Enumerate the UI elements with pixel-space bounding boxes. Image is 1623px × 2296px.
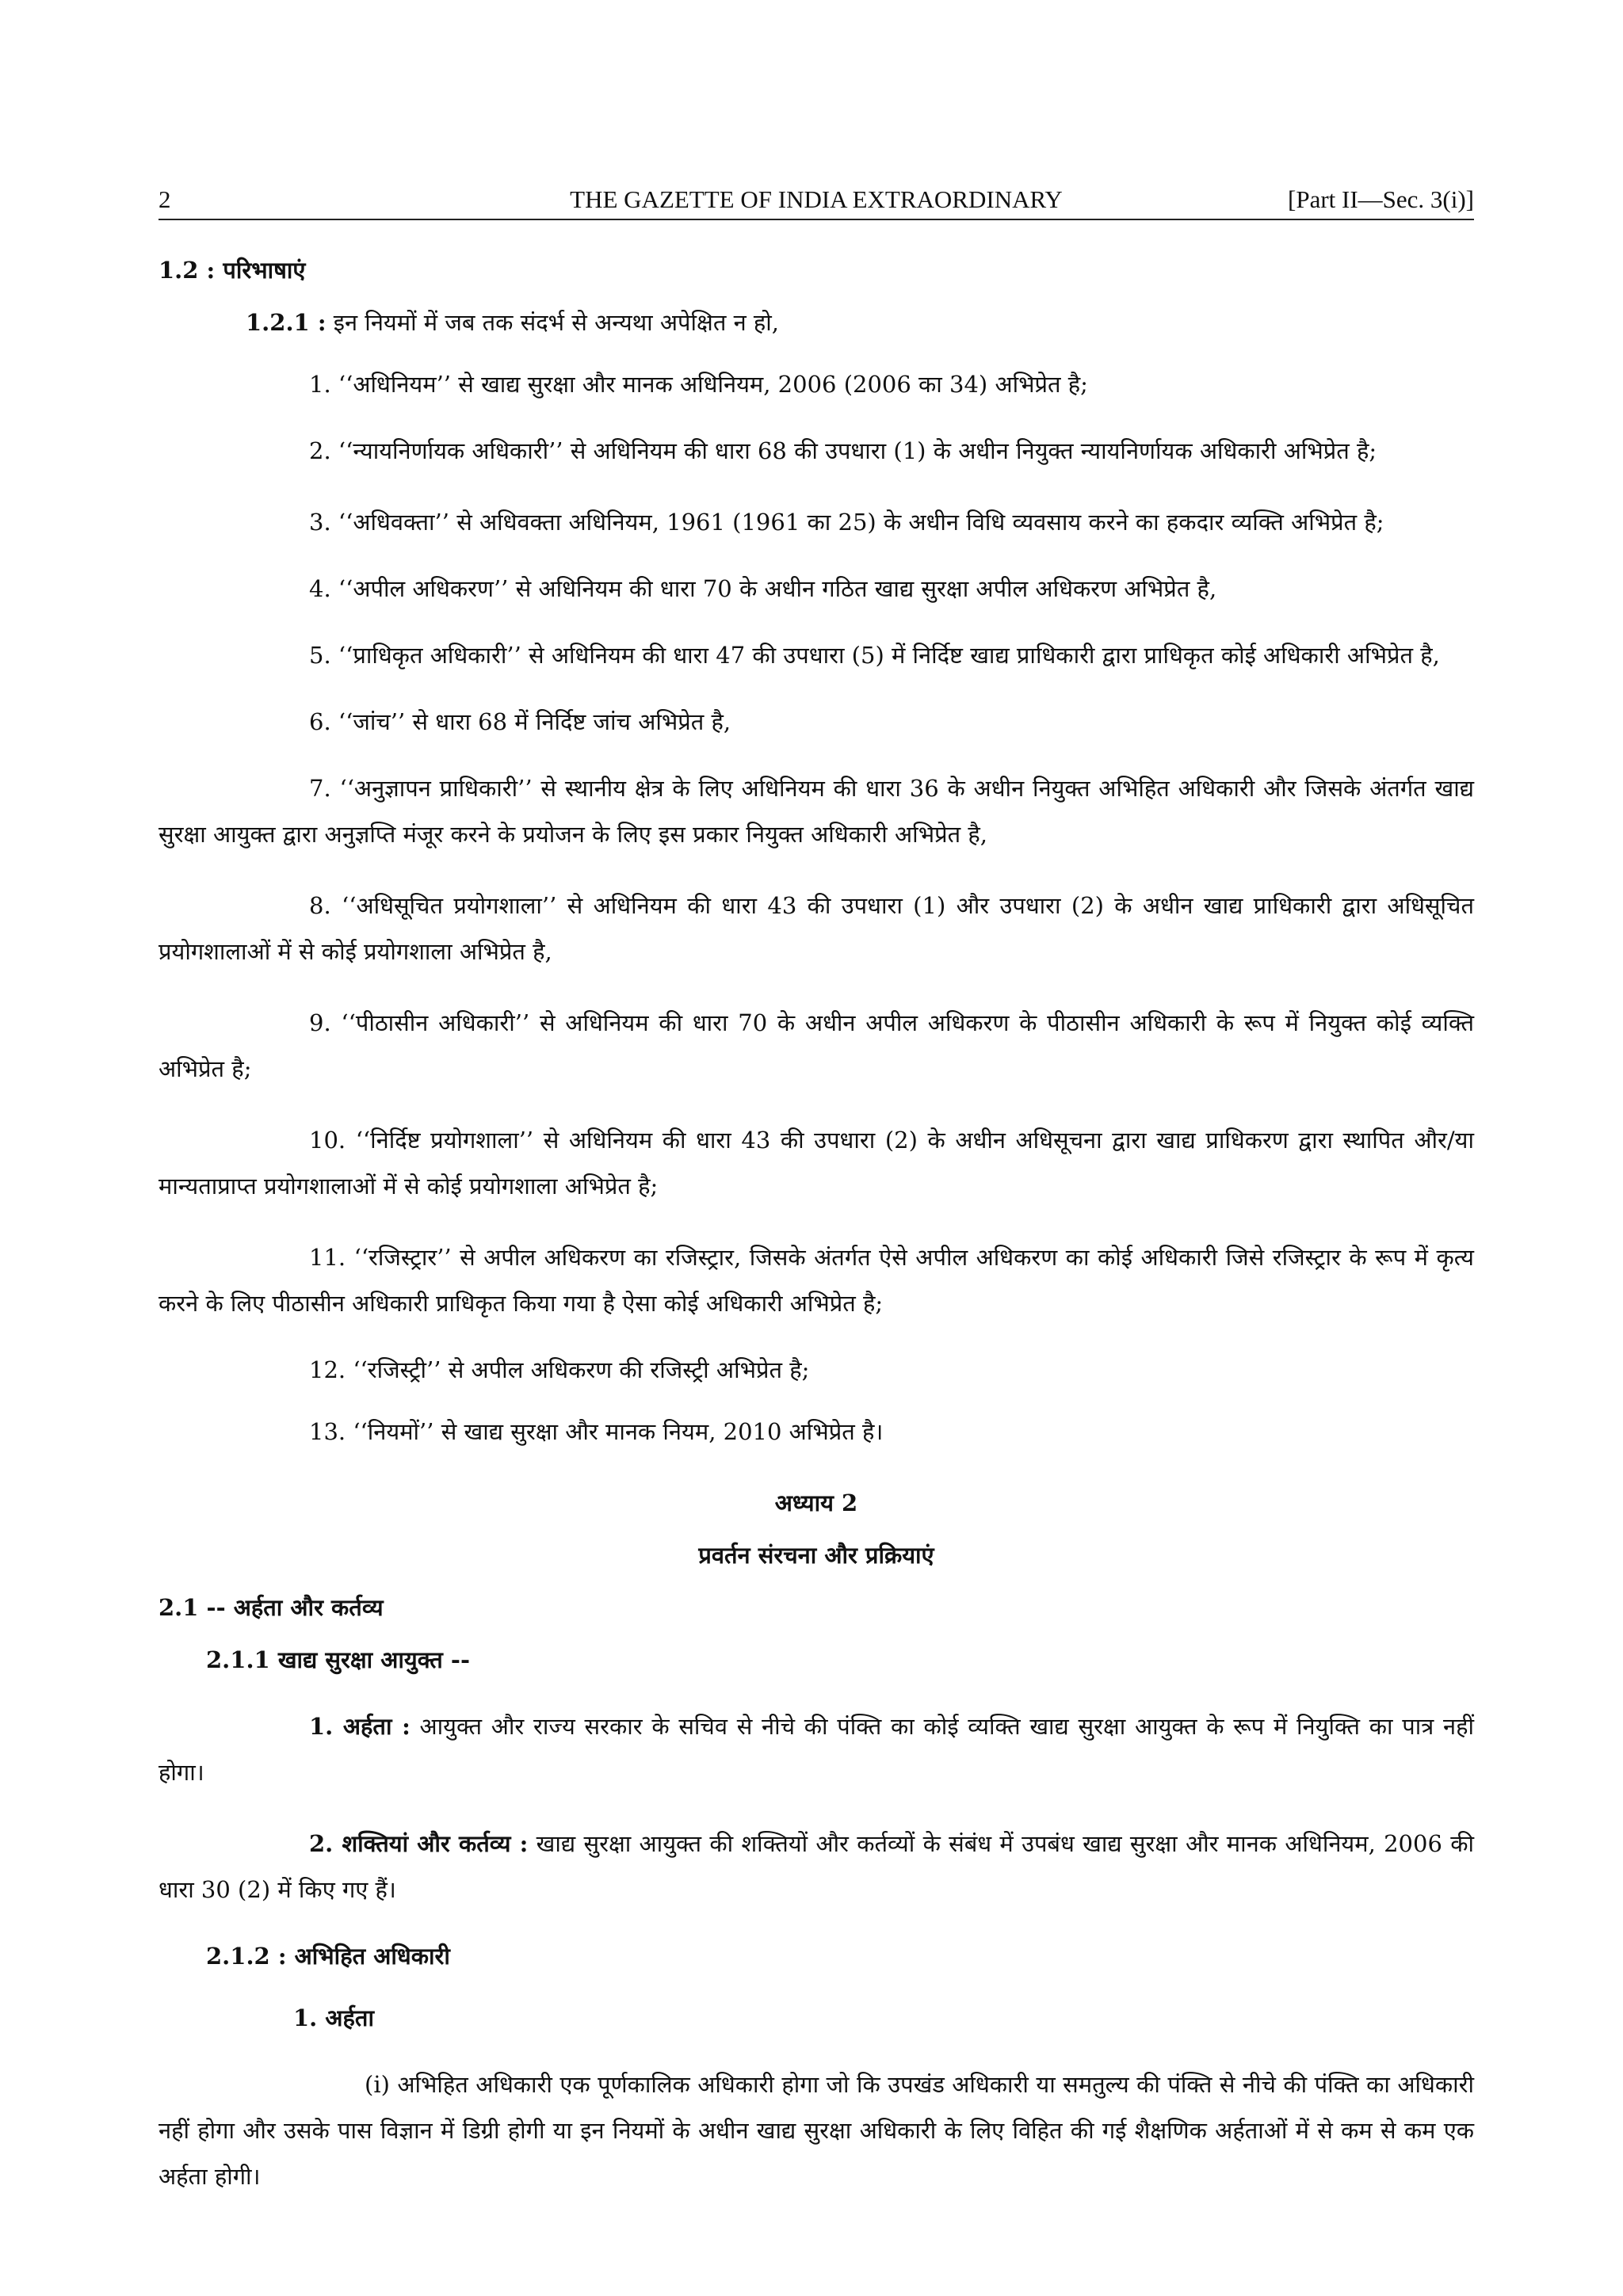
clause-text: खाद्य सुरक्षा आयुक्त की शक्तियों और कर्तव्यों के संबंध में उपबंध खाद्य सुरक्षा और मानक अधिनियम, 2006 की धारा 30 (2) में किए गए हैं। bbox=[158, 1830, 1474, 1903]
definition-12: 12. ‘‘रजिस्ट्री’’ से अपील अधिकरण की रजिस्ट्री अभिप्रेत है; bbox=[309, 1356, 810, 1383]
gazette-title: THE GAZETTE OF INDIA EXTRAORDINARY bbox=[570, 185, 1063, 213]
clause-qualification bbox=[158, 1703, 1474, 1795]
definition-10: 10. ‘‘निर्दिष्ट प्रयोगशाला’’ से अधिनियम की धारा 43 की उपधारा (2) के अधीन अधिसूचना द्वारा खाद्य प्राधिकरण द्वारा स्थापित और/या मान्यताप्राप्त प्रयोगशालाओं में से कोई प्रयोगशाला अभिप्रेत है; bbox=[158, 1127, 1474, 1199]
section-heading-1-2: 1.2 : परिभाषाएं bbox=[158, 257, 306, 284]
definition-13: 13. ‘‘नियमों’’ से खाद्य सुरक्षा और मानक नियम, 2010 अभिप्रेत है। bbox=[309, 1418, 884, 1445]
definition-6: 6. ‘‘जांच’’ से धारा 68 में निर्दिष्ट जांच अभिप्रेत है, bbox=[309, 708, 731, 735]
subsection-heading-2-1-1: 2.1.1 खाद्य सुरक्षा आयुक्त -- bbox=[206, 1646, 470, 1673]
header-rule bbox=[158, 219, 1474, 220]
clause-1-2-1 bbox=[158, 304, 1474, 341]
clause-i: (i) अभिहित अधिकारी एक पूर्णकालिक अधिकारी होगा जो कि उपखंड अधिकारी या समतुल्य की पंक्ति से नीचे की पंक्ति का अधिकारी नहीं होगा और उसके पास विज्ञान में डिग्री होगी या इन नियमों के अधीन खाद्य सुरक्षा अधिकारी के लिए विहित की गई शैक्षणिक अर्हताओं में से कम से कम एक अर्हता होगी। bbox=[158, 2071, 1474, 2190]
clause-number: 1.2.1 : bbox=[246, 309, 327, 336]
section-heading-2-1: 2.1 -- अर्हता और कर्तव्य bbox=[158, 1594, 384, 1621]
subsection-heading-2-1-2: 2.1.2 : अभिहित अधिकारी bbox=[206, 1943, 450, 1970]
clause-powers-duties bbox=[158, 1821, 1474, 1913]
part-section-label: [Part II—Sec. 3(i)] bbox=[1288, 185, 1474, 213]
item-heading-qualification: 1. अर्हता bbox=[293, 2004, 374, 2031]
definition-4: 4. ‘‘अपील अधिकरण’’ से अधिनियम की धारा 70 के अधीन गठित खाद्य सुरक्षा अपील अधिकरण अभिप्रेत है, bbox=[309, 575, 1217, 602]
clause-lead: 1. अर्हता : bbox=[309, 1713, 411, 1740]
definition-2: 2. ‘‘न्यायनिर्णायक अधिकारी’’ से अधिनियम की धारा 68 की उपधारा (1) के अधीन नियुक्त न्यायनिर्णायक अधिकारी अभिप्रेत है; bbox=[309, 437, 1377, 464]
chapter-number: अध्याय 2 bbox=[774, 1489, 858, 1516]
chapter-title: प्रवर्तन संरचना और प्रक्रियाएं bbox=[698, 1542, 934, 1569]
page-header bbox=[158, 184, 1474, 215]
definition-9: 9. ‘‘पीठासीन अधिकारी’’ से अधिनियम की धारा 70 के अधीन अपील अधिकरण के पीठासीन अधिकारी के रूप में नियुक्त कोई व्यक्ति अभिप्रेत है; bbox=[158, 1009, 1474, 1082]
definition-11: 11. ‘‘रजिस्ट्रार’’ से अपील अधिकरण का रजिस्ट्रार, जिसके अंतर्गत ऐसे अपील अधिकरण का कोई अधिकारी जिसे रजिस्ट्रार के रूप में कृत्य करने के लिए पीठासीन अधिकारी प्राधिकृत किया गया है ऐसा कोई अधिकारी अभिप्रेत है; bbox=[158, 1244, 1474, 1317]
clause-text: इन नियमों में जब तक संदर्भ से अन्यथा अपेक्षित न हो, bbox=[326, 309, 780, 336]
definition-7: 7. ‘‘अनुज्ञापन प्राधिकारी’’ से स्थानीय क्षेत्र के लिए अधिनियम की धारा 36 के अधीन नियुक्त अभिहित अधिकारी और जिसके अंतर्गत खाद्य सुरक्षा आयुक्त द्वारा अनुज्ञप्ति मंजूर करने के प्रयोजन के लिए इस प्रकार नियुक्त अधिकारी अभिप्रेत है, bbox=[158, 775, 1474, 848]
definition-3: 3. ‘‘अधिवक्ता’’ से अधिवक्ता अधिनियम, 1961 (1961 का 25) के अधीन विधि व्यवसाय करने का हकदार व्यक्ति अभिप्रेत है; bbox=[309, 509, 1384, 536]
definition-1: 1. ‘‘अधिनियम’’ से खाद्य सुरक्षा और मानक अधिनियम, 2006 (2006 का 34) अभिप्रेत है; bbox=[309, 371, 1088, 398]
definition-5: 5. ‘‘प्राधिकृत अधिकारी’’ से अधिनियम की धारा 47 की उपधारा (5) में निर्दिष्ट खाद्य प्राधिकारी द्वारा प्राधिकृत कोई अधिकारी अभिप्रेत है, bbox=[309, 642, 1440, 669]
clause-lead: 2. शक्तियां और कर्तव्य : bbox=[309, 1830, 529, 1857]
page-number: 2 bbox=[158, 185, 171, 213]
clause-text: आयुक्त और राज्य सरकार के सचिव से नीचे की पंक्ति का कोई व्यक्ति खाद्य सुरक्षा आयुक्त के रूप में नियुक्ति का पात्र नहीं होगा। bbox=[158, 1713, 1474, 1786]
definition-8: 8. ‘‘अधिसूचित प्रयोगशाला’’ से अधिनियम की धारा 43 की उपधारा (1) और उपधारा (2) के अधीन खाद्य प्राधिकारी द्वारा अधिसूचित प्रयोगशालाओं में से कोई प्रयोगशाला अभिप्रेत है, bbox=[158, 892, 1474, 965]
page-body bbox=[158, 252, 1474, 2199]
